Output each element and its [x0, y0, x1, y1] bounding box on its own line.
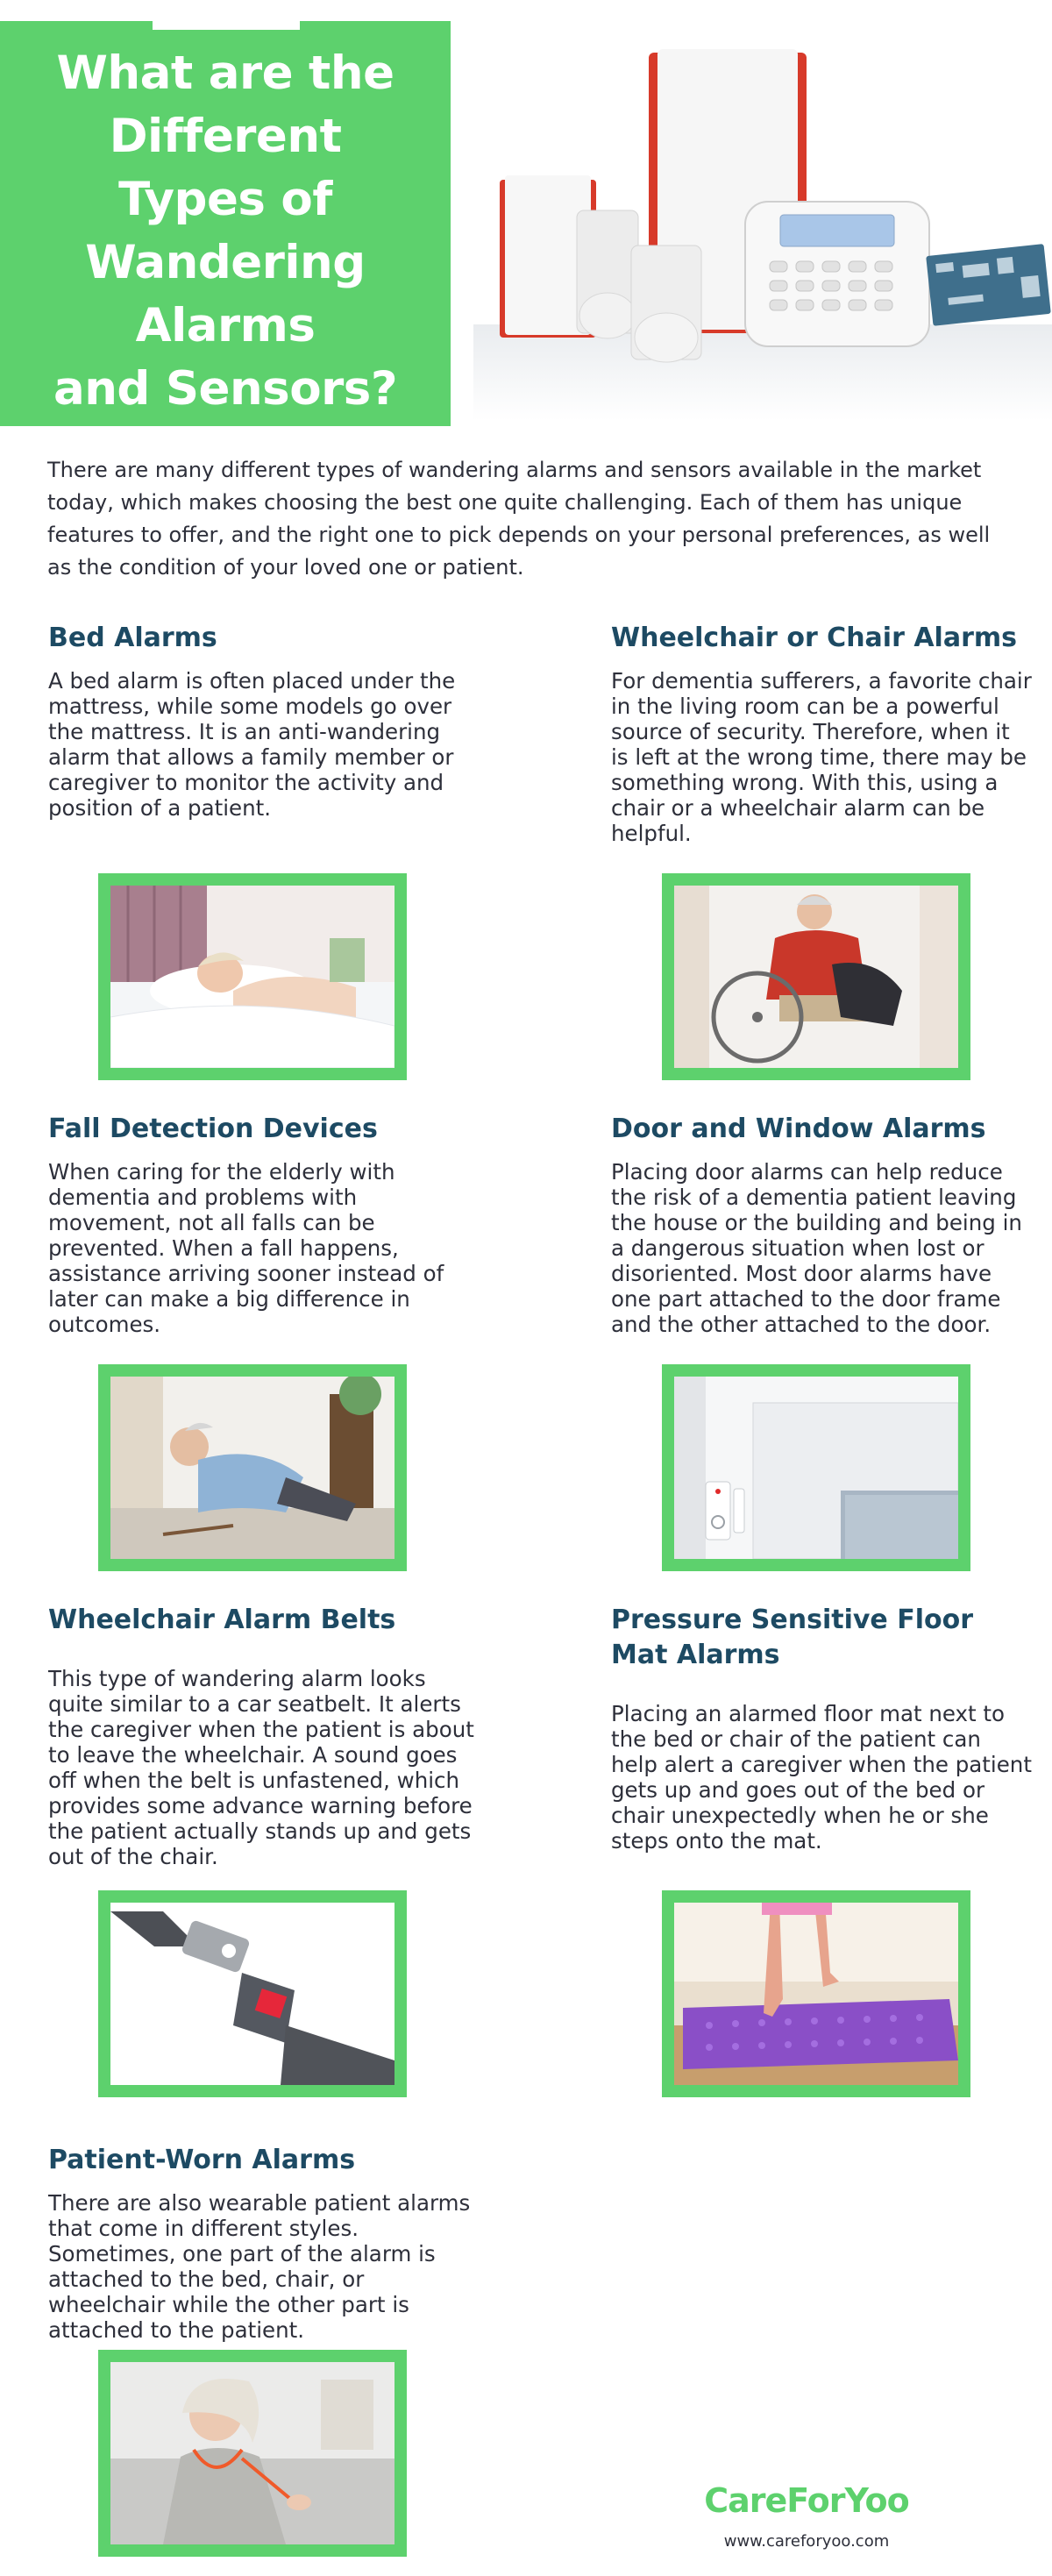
section-title: Wheelchair Alarm Belts — [48, 1605, 396, 1635]
alarm-belt-photo-frame — [98, 1890, 407, 2097]
page-title-line: Wandering — [85, 236, 366, 289]
section-title: Fall Detection Devices — [48, 1114, 378, 1144]
door-alarm-photo-frame — [662, 1364, 970, 1571]
section-body: This type of wandering alarm looks quite similar to a car seatbelt. It alerts the caregiver when the patient is about to leave the wheelchair. A sound goes off when the belt is unfastened, which provides some advance warning before the patient actually stands up and gets out of the chair. — [48, 1666, 474, 1869]
section-door-window-alarms — [611, 1112, 1032, 1337]
section-body: For dementia sufferers, a favorite chair in the living room can be a powerful source of security. Therefore, when it is left at the wrong time, there may be something wrong. With this, using a chair or a wheelchair alarm can be helpful. — [611, 668, 1032, 846]
brand-url[interactable]: www.careforyoo.com — [723, 2532, 890, 2551]
section-body: Placing an alarmed floor mat next to the bed or chair of the patient can help alert a caregiver when the patient gets up and goes out of the bed or chair unexpectedly when he or she steps onto the mat. — [611, 1701, 1032, 1854]
section-title: Door and Window Alarms — [611, 1114, 986, 1144]
intro-paragraph: There are many different types of wandering alarms and sensors available in the market today, which makes choosing the best one quite challenging. Each of them has unique features to offer, and the right one to pick depends on your personal preferences, as well as the condition of your loved one or patient. — [47, 458, 991, 580]
floor-mat-image — [674, 1903, 958, 2085]
section-body: When caring for the elderly with dementia and problems with movement, not all falls can be prevented. When a fall happens, assistance arriving sooner instead of later can make a big difference in outcomes. — [48, 1159, 444, 1337]
wheelchair-photo-frame — [662, 873, 970, 1080]
section-bed-alarms — [48, 621, 478, 821]
section-title: Pressure Sensitive Floor Mat Alarms — [611, 1605, 973, 1670]
fall-detection-photo-frame — [98, 1364, 407, 1571]
page-title-line: and Sensors? — [53, 362, 398, 416]
section-body: There are also wearable patient alarms that come in different styles. Sometimes, one part of the alarm is attached to the bed, chair, or wheelchair while the other part is attached to the patient. — [48, 2190, 471, 2343]
man-in-wheelchair-image — [674, 886, 958, 1068]
section-floor-mat-alarms — [611, 1603, 1032, 1854]
seatbelt-image — [110, 1903, 394, 2085]
section-fall-detection — [48, 1112, 478, 1337]
fallen-elderly-man-image — [110, 1377, 394, 1559]
section-title: Patient-Worn Alarms — [48, 2145, 356, 2175]
section-wheelchair-alarm-belts — [48, 1603, 478, 1869]
page-title-line: Alarms — [135, 299, 316, 352]
title-banner-notch — [153, 0, 300, 30]
sleeping-woman-image — [110, 886, 394, 1068]
page-title-line: Different — [109, 110, 342, 163]
section-body: Placing door alarms can help reduce the risk of a dementia patient leaving the house or the building and being in a dangerous situation when lost or disoriented. Most door alarms have one part attached to the door frame and the other attached to the door. — [611, 1159, 1022, 1337]
page-title-line: What are the — [56, 46, 394, 100]
patient-worn-photo-frame — [98, 2350, 407, 2557]
section-body: A bed alarm is often placed under the mattress, while some models go over the mattress. It is an anti-wandering alarm that allows a family member or caregiver to monitor the activity and position of a patient. — [48, 668, 456, 821]
door-sensor-image — [674, 1377, 958, 1559]
woman-with-pendant-alarm-image — [110, 2362, 394, 2544]
section-patient-worn-alarms — [48, 2143, 478, 2343]
bed-alarm-photo-frame — [98, 873, 407, 1080]
section-title: Wheelchair or Chair Alarms — [611, 623, 1017, 653]
floor-mat-photo-frame — [662, 1890, 970, 2097]
page-title — [18, 42, 433, 421]
brand-logo: CareForYoo — [704, 2481, 909, 2520]
section-wheelchair-chair-alarms — [611, 621, 1032, 846]
page-title-line: Types of — [118, 173, 332, 226]
section-title: Bed Alarms — [48, 623, 217, 653]
alarm-devices-image — [473, 35, 1052, 421]
